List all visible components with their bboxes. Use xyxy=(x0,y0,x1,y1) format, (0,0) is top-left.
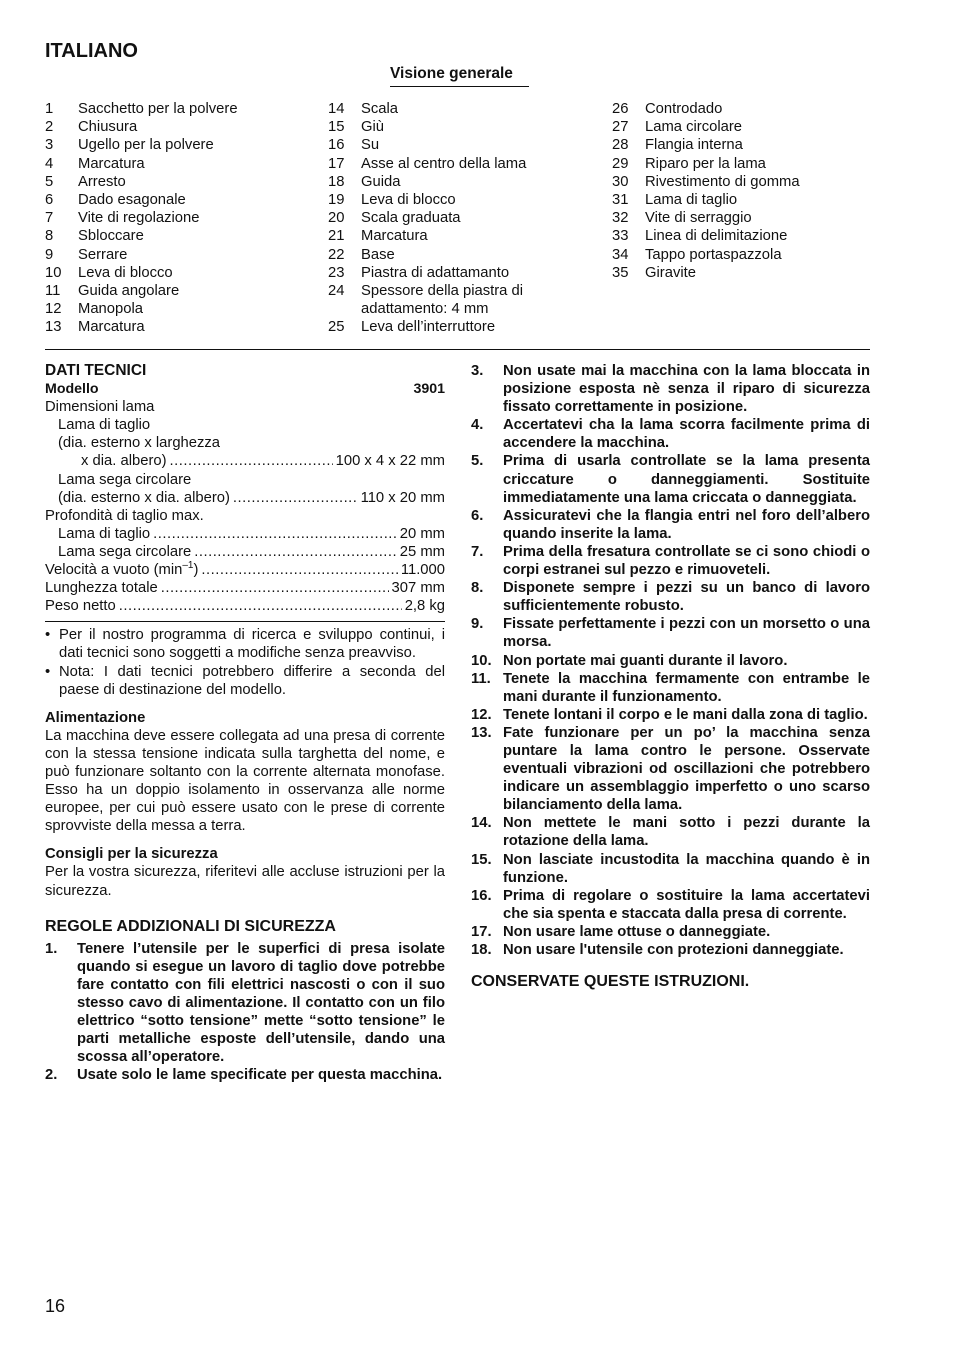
part-label: Su xyxy=(361,137,380,154)
part-number: 34 xyxy=(612,246,629,263)
part-label: Scala graduata xyxy=(361,210,461,227)
part-item xyxy=(328,264,593,282)
part-number: 23 xyxy=(328,264,345,281)
rule-number: 11. xyxy=(471,670,491,687)
part-label: Marcatura xyxy=(78,155,145,172)
part-item xyxy=(328,136,593,154)
rule-text: Prima della fresatura controllate se ci sono chiodi o corpi estranei sul pezzo e rimuoveteli. xyxy=(503,543,870,579)
part-number: 33 xyxy=(612,228,629,245)
part-item xyxy=(45,100,310,118)
part-item xyxy=(45,300,310,318)
part-item xyxy=(612,100,870,118)
rule-text: Usate solo le lame specificate per questa macchina. xyxy=(77,1067,443,1084)
safety-rule xyxy=(471,615,870,651)
specs-divider xyxy=(45,621,445,622)
rule-number: 5. xyxy=(471,453,484,470)
part-item xyxy=(612,173,870,191)
save-instructions: CONSERVATE QUESTE ISTRUZIONI. xyxy=(471,973,750,991)
part-number: 20 xyxy=(328,210,345,227)
weight-row xyxy=(45,597,445,615)
part-item xyxy=(328,100,593,118)
cut-blade-value: 100 x 4 x 22 mm xyxy=(335,453,445,470)
rule-text: Fissate perfettamente i pezzi con un morsetto o una morsa. xyxy=(503,616,870,651)
part-number: 28 xyxy=(612,137,629,154)
safety-rule xyxy=(471,814,870,850)
leader-dots xyxy=(194,543,397,561)
part-label: Scala xyxy=(361,101,399,117)
rule-number: 2. xyxy=(45,1067,58,1084)
part-label: Linea di delimitazione xyxy=(645,228,788,245)
language-heading: ITALIANO xyxy=(45,40,138,62)
rule-text: Non usate mai la macchina con la lama bloccata in posizione esposta nè senza il riparo di sicurezza fissato correttamente in posizione. xyxy=(503,363,870,416)
speed-row xyxy=(45,561,445,579)
rule-number: 10. xyxy=(471,652,492,669)
leader-dots xyxy=(201,561,397,579)
safety-rule xyxy=(471,452,870,506)
safety-rule xyxy=(471,923,870,941)
safety-rule xyxy=(471,362,870,416)
leader-dots xyxy=(233,489,358,507)
power-text: La macchina deve essere collegata ad una presa di corrente con la stessa tensione indicata sulla targhetta del nome, e può funzionare soltanto con la corrente alternata monofase. Esso ha un doppio isolamento in osservanza alle norme europee, per cui può essere usato con le prese di corrente sprovviste della messa a terra. xyxy=(45,727,445,835)
safety-tips-text: Per la vostra sicurezza, riferitevi alle accluse istruzioni per la sicurezza. xyxy=(45,864,445,899)
rule-text: Disponete sempre i pezzi su un banco di lavoro sufficientemente robusto. xyxy=(503,580,870,615)
part-label: Sacchetto per la polvere xyxy=(78,101,238,117)
part-number: 3 xyxy=(45,137,54,154)
part-number: 14 xyxy=(328,101,345,117)
rule-number: 14. xyxy=(471,815,492,832)
safety-rule xyxy=(471,941,870,959)
right-column xyxy=(471,362,870,991)
rule-text: Non usare lame ottuse o danneggiate. xyxy=(503,923,771,940)
part-label: Riparo per la lama xyxy=(645,155,766,172)
part-label: Sbloccare xyxy=(78,228,144,245)
rules-list-right xyxy=(471,362,870,959)
part-item xyxy=(612,136,870,154)
leader-dots xyxy=(161,579,389,597)
part-number: 5 xyxy=(45,173,54,190)
depth-circ-label: Lama sega circolare xyxy=(58,543,192,560)
spec-note: • Nota: I dati tecnici potrebbero differire a seconda del paese di destinazione del modello. xyxy=(45,663,445,698)
parts-column-2 xyxy=(328,100,593,337)
rule-text: Fate funzionare per un po’ la macchina senza puntare la lama contro le persone. Osservate eventuali vibrazioni od oscillazioni che potrebbero indicare un assemblaggio imperfetto o uno scarso bilanciamento della lama. xyxy=(503,724,870,814)
rule-number: 6. xyxy=(471,507,484,524)
rule-text: Tenere l’utensile per le superfici di presa isolate quando si esegue un lavoro di taglio dove potrebbe fare contatto con fili elettrici nascosti o con il suo stesso cavo di alimentazione. Il contatto con un filo elettrico “sotto tensione” mette “sotto tensione” le parti metalliche esposte dell’utensile, dando una scossa all’operatore. xyxy=(77,940,445,1066)
depth-cut-value: 20 mm xyxy=(399,525,445,542)
part-label: Piastra di adattamanto xyxy=(361,264,510,281)
part-item xyxy=(45,136,310,154)
rule-text: Accertatevi cha la lama scorra facilmente prima di accendere la macchina. xyxy=(503,417,870,452)
part-item xyxy=(45,282,310,300)
part-item xyxy=(45,118,310,136)
rules-title: REGOLE ADDIZIONALI DI SICUREZZA xyxy=(45,917,336,935)
depth-circ-value: 25 mm xyxy=(399,543,445,560)
part-item xyxy=(328,227,593,245)
part-number: 9 xyxy=(45,246,54,263)
part-label: Vite di regolazione xyxy=(78,210,200,227)
part-number: 4 xyxy=(45,155,54,172)
part-item xyxy=(328,191,593,209)
rule-number: 12. xyxy=(471,706,492,723)
part-item xyxy=(328,282,593,318)
safety-rule xyxy=(471,543,870,579)
safety-rule xyxy=(45,940,445,1067)
model-row xyxy=(45,380,445,398)
part-label: Guida angolare xyxy=(78,283,180,300)
rule-number: 17. xyxy=(471,923,492,940)
part-number: 25 xyxy=(328,319,345,336)
rule-text: Non usare l'utensile con protezioni danneggiate. xyxy=(503,942,844,958)
rule-number: 9. xyxy=(471,616,484,633)
depth-cut-row xyxy=(45,525,445,543)
part-label: Controdado xyxy=(645,101,723,117)
specs-title: DATI TECNICI xyxy=(45,362,147,379)
part-label: Giù xyxy=(361,119,385,136)
safety-rule xyxy=(471,670,870,706)
model-value: 3901 xyxy=(413,381,445,398)
part-number: 22 xyxy=(328,246,345,263)
part-item xyxy=(328,173,593,191)
part-number: 2 xyxy=(45,119,54,136)
part-item xyxy=(612,155,870,173)
safety-rule xyxy=(471,507,870,543)
rule-text: Tenete la macchina fermamente con entrambe le mani durante il funzionamento. xyxy=(503,670,870,705)
part-number: 32 xyxy=(612,210,629,227)
rule-text: Tenete lontani il corpo e le mani dalla zona di taglio. xyxy=(503,706,868,723)
part-label: Serrare xyxy=(78,246,128,263)
part-label: Guida xyxy=(361,173,401,190)
safety-rule xyxy=(471,652,870,670)
part-item xyxy=(328,246,593,264)
cut-blade-dims-1: (dia. esterno x larghezza xyxy=(58,435,221,452)
power-title: Alimentazione xyxy=(45,709,146,726)
rule-number: 16. xyxy=(471,887,492,904)
model-label: Modello xyxy=(45,381,99,398)
part-number: 17 xyxy=(328,155,345,172)
part-label: Asse al centro della lama xyxy=(361,155,527,172)
spec-note: • Per il nostro programma di ricerca e sviluppo continui, i dati tecnici sono soggetti a modifiche senza preavviso. xyxy=(45,627,445,662)
part-item xyxy=(45,209,310,227)
rule-number: 8. xyxy=(471,580,484,597)
part-label: Chiusura xyxy=(78,119,138,136)
part-number: 13 xyxy=(45,319,62,336)
part-label: Base xyxy=(361,246,395,263)
max-depth-label: Profondità di taglio max. xyxy=(45,507,204,524)
part-item xyxy=(328,118,593,136)
part-label: Lama di taglio xyxy=(645,192,738,209)
part-item xyxy=(45,173,310,191)
part-label: Spessore della piastra di adattamento: 4 mm xyxy=(361,283,524,318)
part-item xyxy=(45,318,310,336)
parts-column-3 xyxy=(612,100,870,282)
part-label: Vite di serraggio xyxy=(645,210,752,227)
rule-number: 15. xyxy=(471,851,492,868)
part-number: 31 xyxy=(612,192,629,209)
part-item xyxy=(45,191,310,209)
speed-label: Velocità a vuoto $(\min^{-1})$ xyxy=(45,560,199,579)
part-item xyxy=(45,246,310,264)
part-number: 11 xyxy=(45,283,61,300)
part-label: Marcatura xyxy=(78,319,145,336)
part-number: 7 xyxy=(45,210,54,227)
part-number: 30 xyxy=(612,173,629,190)
part-label: Leva di blocco xyxy=(361,192,456,209)
part-label: Giravite xyxy=(645,264,696,281)
page-number: 16 xyxy=(45,1296,66,1316)
rule-number: 1. xyxy=(45,940,58,957)
rule-number: 18. xyxy=(471,942,492,958)
part-number: 16 xyxy=(328,137,345,154)
rule-text: Non portate mai guanti durante il lavoro. xyxy=(503,652,788,669)
safety-rule xyxy=(471,887,870,923)
part-item xyxy=(612,264,870,282)
circ-blade-value: 110 x 20 mm xyxy=(360,489,445,506)
rule-text: Prima di regolare o sostituire la lama accertatevi che sia spenta e staccata dalla presa di corrente. xyxy=(503,887,870,922)
part-item xyxy=(328,209,593,227)
rule-number: 4. xyxy=(471,417,484,434)
part-number: 35 xyxy=(612,264,629,281)
part-number: 27 xyxy=(612,119,629,136)
part-item xyxy=(612,246,870,264)
part-label: Flangia interna xyxy=(645,137,743,154)
safety-tips-title: Consigli per la sicurezza xyxy=(45,846,218,863)
part-number: 21 xyxy=(328,228,345,245)
safety-rule xyxy=(471,851,870,887)
rule-text: Assicuratevi che la flangia entri nel foro dell’albero quando inserite la lama. xyxy=(503,507,870,542)
safety-rule xyxy=(471,416,870,452)
left-column xyxy=(45,362,445,1084)
part-number: 8 xyxy=(45,228,54,245)
part-label: Manopola xyxy=(78,301,143,318)
part-number: 6 xyxy=(45,192,54,209)
part-number: 10 xyxy=(45,264,62,281)
part-item xyxy=(328,318,593,336)
cut-blade-dims-row xyxy=(45,452,445,470)
weight-value: 2,8 kg xyxy=(404,598,445,615)
rule-number: 7. xyxy=(471,543,484,560)
leader-dots xyxy=(153,525,397,543)
part-label: Arresto xyxy=(78,173,126,190)
length-row xyxy=(45,579,445,597)
part-item xyxy=(45,264,310,282)
part-item xyxy=(612,209,870,227)
safety-rule xyxy=(471,724,870,814)
parts-column-1 xyxy=(45,100,310,337)
part-number: 1 xyxy=(45,101,54,117)
leader-dots xyxy=(170,452,333,470)
bullet-icon: • xyxy=(45,663,51,680)
rule-text: Non lasciate incustodita la macchina quando è in funzione. xyxy=(503,851,870,886)
part-item xyxy=(612,118,870,136)
circ-blade-row xyxy=(45,489,445,507)
part-label: Lama circolare xyxy=(645,119,743,136)
overview-title: Visione generale xyxy=(390,65,529,87)
blade-dims-label: Dimensioni lama xyxy=(45,399,155,416)
circ-blade-label: Lama sega circolare xyxy=(58,471,192,488)
safety-rule xyxy=(471,706,870,724)
speed-value: 11.000 xyxy=(400,562,445,579)
part-number: 26 xyxy=(612,101,629,117)
rule-number: 13. xyxy=(471,724,492,741)
part-item xyxy=(612,227,870,245)
length-value: 307 mm xyxy=(391,580,445,597)
part-number: 19 xyxy=(328,192,345,209)
safety-rule xyxy=(45,1066,445,1084)
part-label: Marcatura xyxy=(361,228,428,245)
section-divider xyxy=(45,349,870,350)
rules-list-left xyxy=(45,940,445,1085)
part-label: Rivestimento di gomma xyxy=(645,173,800,190)
part-label: Tappo portaspazzola xyxy=(645,246,782,263)
depth-cut-label: Lama di taglio xyxy=(58,525,151,542)
rule-text: Prima di usarla controllate se la lama presenta criccature o danneggiamenti. Sostituite immediatamente una lama criccata o danneggiata. xyxy=(503,453,870,506)
part-label: Leva dell’interruttore xyxy=(361,319,496,336)
safety-rule xyxy=(471,579,870,615)
rule-text: Non mettete le mani sotto i pezzi durante la rotazione della lama. xyxy=(503,815,870,850)
part-number: 29 xyxy=(612,155,629,172)
part-number: 24 xyxy=(328,283,345,300)
cut-blade-dims-2: x dia. albero) xyxy=(81,453,167,470)
length-label: Lunghezza totale xyxy=(45,580,158,597)
part-number: 12 xyxy=(45,301,62,318)
part-number: 18 xyxy=(328,173,345,190)
weight-label: Peso netto xyxy=(45,598,116,615)
part-label: Leva di blocco xyxy=(78,264,173,281)
part-label: Ugello per la polvere xyxy=(78,137,214,154)
cut-blade-label: Lama di taglio xyxy=(58,417,151,434)
bullet-icon: • xyxy=(45,627,51,644)
part-item xyxy=(328,155,593,173)
part-number: 15 xyxy=(328,119,345,136)
depth-circ-row xyxy=(45,543,445,561)
part-label: Dado esagonale xyxy=(78,192,186,209)
part-item xyxy=(45,227,310,245)
circ-blade-dims: (dia. esterno x dia. albero) xyxy=(58,489,230,506)
rule-number: 3. xyxy=(471,363,484,379)
part-item xyxy=(612,191,870,209)
part-item xyxy=(45,155,310,173)
leader-dots xyxy=(119,597,402,615)
